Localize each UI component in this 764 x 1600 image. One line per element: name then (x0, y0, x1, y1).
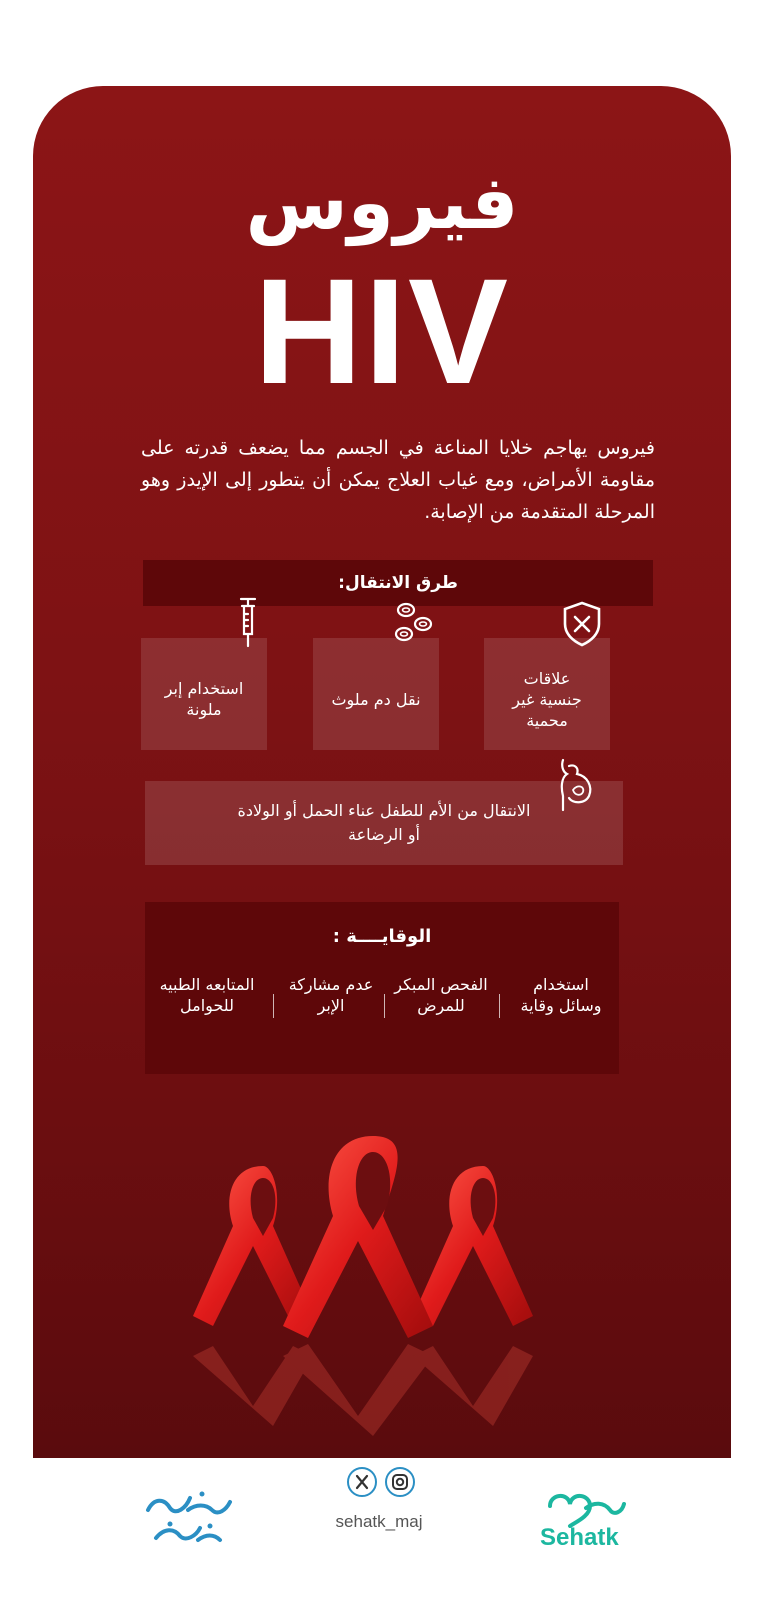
syringe-icon (235, 596, 261, 648)
title-hiv: HIV (253, 247, 511, 415)
prevention-item-needles: عدم مشاركة الإبر (288, 975, 374, 1015)
prevention-panel (145, 902, 619, 1074)
pregnant-woman-icon (555, 756, 599, 812)
shield-x-icon (560, 600, 604, 648)
prevention-item-pregnancy: المتابعه الطبيه للحوامل (159, 975, 255, 1015)
divider (499, 994, 500, 1018)
ribbon-reflection (193, 1344, 533, 1436)
mother-to-child-box (145, 781, 623, 865)
prevention-item-protection: استخدام وسائل وقاية (520, 975, 602, 1015)
prevention-item-screening: الفحص المبكر للمرض (394, 975, 488, 1015)
instagram-icon[interactable] (384, 1466, 416, 1498)
info-card (33, 86, 731, 1458)
logo-sehatk-text: Sehatk (540, 1524, 619, 1551)
transmission-item-needles: استخدام إبر ملونة (141, 638, 267, 750)
transmission-item-sexual: علاقات جنسية غير محمية (484, 638, 610, 750)
transmission-heading: طرق الانتقال: (143, 560, 653, 606)
ribbon-right (413, 1166, 533, 1326)
divider (273, 994, 274, 1018)
logo-sehatk-heart (530, 1488, 630, 1528)
title-arabic: فيروس (245, 160, 519, 246)
divider (384, 994, 385, 1018)
prevention-heading: الوقايــــة : (332, 926, 432, 947)
x-icon[interactable] (346, 1466, 378, 1498)
intro-paragraph: فيروس يهاجم خلايا المناعة في الجسم مما يضعف قدرته على مقاومة الأمراض، ومع غياب العلاج يمكن أن يتطور إلى الإيدز وهو المرحلة المتقدمة من الإصابة. (141, 437, 655, 523)
mother-to-child-text: الانتقال من الأم للطفل عناء الحمل أو الولادة أو الرضاعة (237, 801, 531, 844)
social-handle[interactable]: sehatk_maj (335, 1512, 423, 1531)
ribbon-center (283, 1136, 433, 1338)
transmission-item-blood: نقل دم ملوث (313, 638, 439, 750)
awareness-ribbons-illustration (173, 1126, 593, 1446)
blood-cells-icon (389, 600, 437, 646)
